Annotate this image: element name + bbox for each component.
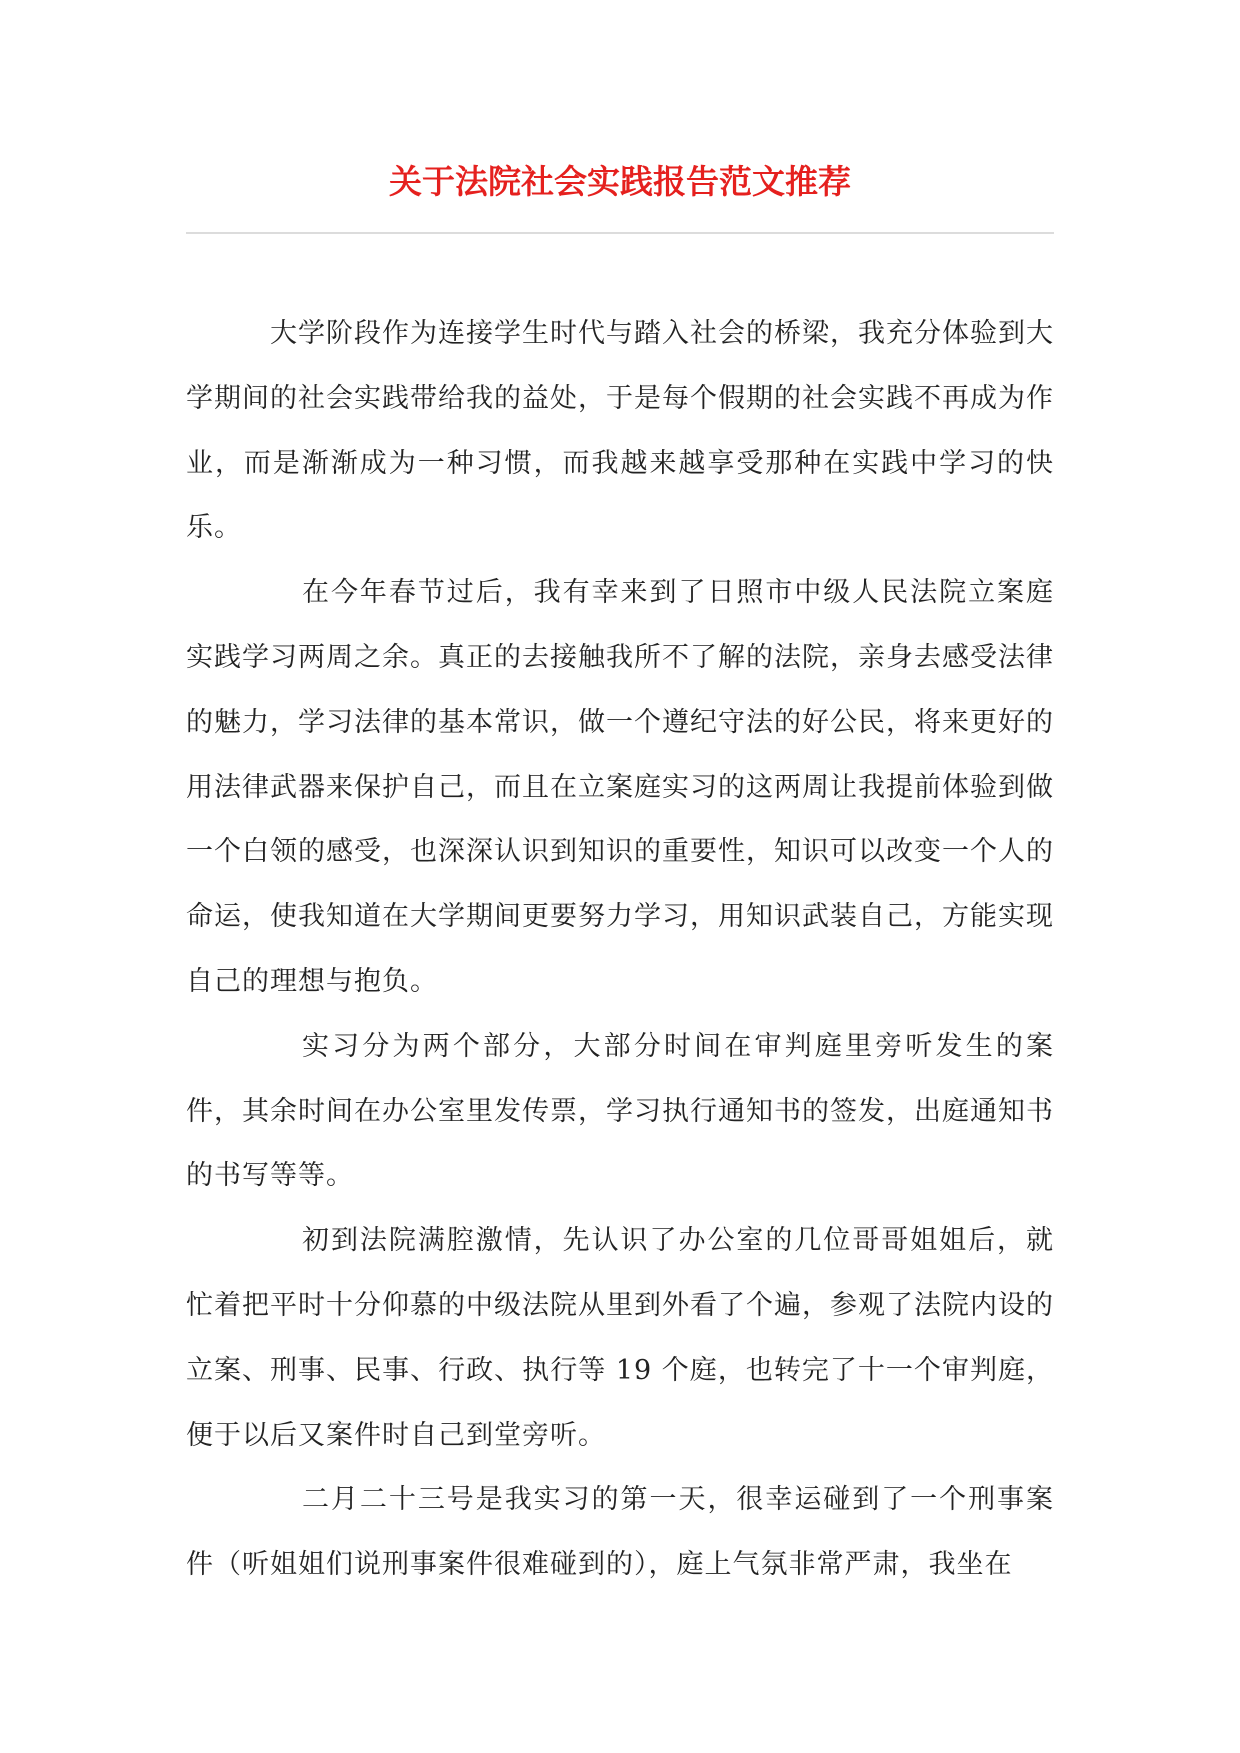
paragraph: 在今年春节过后，我有幸来到了日照市中级人民法院立案庭实践学习两周之余。真正的去接触我所不了解的法院，亲身去感受法律的魅力，学习法律的基本常识，做一个遵纪守法的好公民，将来更好的用法律武器来保护自己，而且在立案庭实习的这两周让我提前体验到做一个白领的感受，也深深认识到知识的重要性，知识可以改变一个人的命运，使我知道在大学期间更要努力学习，用知识武装自己，方能实现自己的理想与抱负。: [186, 577, 1054, 997]
paragraph: 大学阶段作为连接学生时代与踏入社会的桥梁，我充分体验到大学期间的社会实践带给我的益处，于是每个假期的社会实践不再成为作业，而是渐渐成为一种习惯，而我越来越享受那种在实践中学习的快乐。: [186, 318, 1054, 544]
paragraph: 实习分为两个部分，大部分时间在审判庭里旁听发生的案件，其余时间在办公室里发传票，学习执行通知书的签发，出庭通知书的书写等等。: [186, 1030, 1054, 1192]
document-title: 关于法院社会实践报告范文推荐: [389, 162, 851, 201]
document-body: [186, 302, 1054, 1598]
paragraph: 初到法院满腔激情，先认识了办公室的几位哥哥姐姐后，就忙着把平时十分仰慕的中级法院从里到外看了个遍，参观了法院内设的立案、刑事、民事、行政、执行等 19 个庭，也转完了十一个审判庭，便于以后又案件时自己到堂旁听。: [186, 1225, 1054, 1451]
paragraph: 二月二十三号是我实习的第一天，很幸运碰到了一个刑事案件（听姐姐们说刑事案件很难碰到的），庭上气氛非常严肃，我坐在: [186, 1484, 1054, 1581]
title-divider: [186, 232, 1054, 234]
